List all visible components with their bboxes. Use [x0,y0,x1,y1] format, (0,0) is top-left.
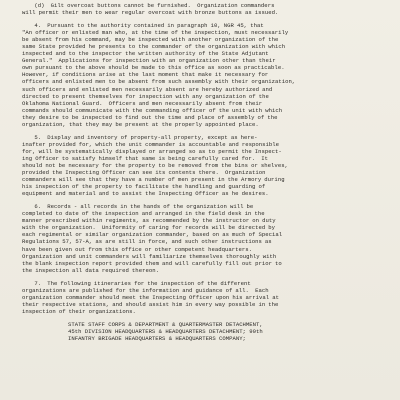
paragraph-d: (d) Gilt overcoat buttons cannot be furnished. Organization commanders will permit their men to wear regular overcoat with bronze buttons as issued. [22,2,279,17]
paragraph-5: 5. Display and inventory of property-all property, except as here- inafter provided for, which the unit commander is accountable and responsible for, will be systematically displayed or arranged so as to permit the Inspect- ing Officer to satisfy himself that same is being carefully cared for. It should not be necessary for the property to be removed from the bins or shelves, provided the Inspecting Officer can see its contents there. Organization commanders will see that they have a number of men present in the Armory during his inspection of the property to facilitate the handling and guarding of equipment and material and to assist the Inspecting Officer as he desires. [22,133,288,198]
paragraph-4: 4. Pursuant to the authority contained in paragraph 10, NGR 45, that "An officer or enlisted man who, at the time of the inspection, must necessarily be absent from his command, may be inspected with another organization of the same State provided he presents to the commander of the organization with which inspected and to the inspector the written authority of the State Adjutant General." Applications for inspection with an organization other than their own pursuant to the above should be made to this office as soon as practicable. However, if conditions arise at the last moment that make it necessary for officers and enlisted men to be absent from such assembly with their organization, such officers and enlisted men necessarily absent are hereby authorized and directed to present themselves for inspection with any organization of the Oklahoma National Guard. Officers and men necessarily absent from their commands should communicate with the commanding officer of the unit with which they desire to be inspected to find out the time and place of assembly of the organization, that they may be present at the properly appointed place. [22,22,296,128]
itinerary-heading: STATE STAFF CORPS & DEPARTMENT & QUARTERMASTER DETACHMENT, 45th DIVISION HEADQUARTERS & HEADQUARTERS DETACHMENT; 90th INFANTRY BRIGADE HEADQUARTERS & HEADQUARTERS COMPANY; [68,320,263,343]
paragraph-6: 6. Records - all records in the hands of the organization will be completed to date of the inspection and arranged in the field desk in the manner prescribed within regiments, as recommended by the instructor on duty with the organization. Uniformity of caring for records will be directed by each regimental or similar organization commander, based on as much of Special Regulations 57, 57-A, as are still in force, and such other instructions as have been given out from this office or other competent headquarters. Organization and unit commanders will familiarize themselves thoroughly with the blank inspection report provided them and will carefully fill out prior to the inspection all data required thereon. [22,203,283,274]
paragraph-7: 7. The following itineraries for the inspection of the different organizations are published for the information and guidance of all. Each organization commander should meet the Inspecting Officer upon his arrival at their respective stations, and should assist him in every way possible in the inspection of their organizations. [22,279,280,315]
